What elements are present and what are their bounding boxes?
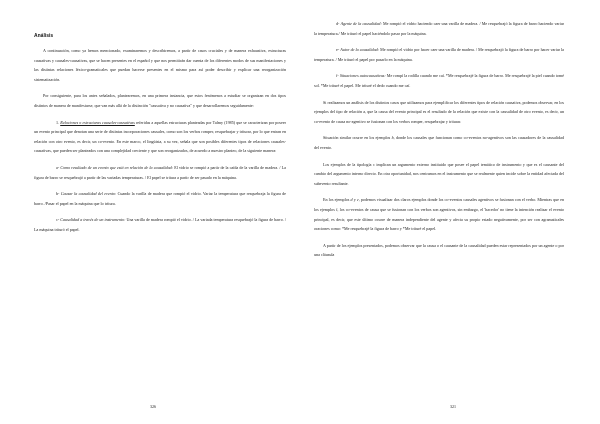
section-heading: Análisis [34, 33, 54, 39]
paragraph-conclusion: A partir de los ejemplos presentados, podemos observar que la causa o el causante de la causalidad pueden estar representados por un agente o por una cláusula [314, 242, 564, 258]
paragraph-analysis: Si realizamos un análisis de los distintos casos que utilizamos para ejemplificar los diferentes tipos de relación causativa, podemos observar, en los ejemplos del tipo de relación a, que la causa del evento principal es el resultado de la relación que existe con la causalidad de otro evento, es decir, un co-evento de causa no-agentivo se fusionan con los verbos romper, resquebrajar y triturar. [314, 99, 564, 124]
example-text: Me rompió el vidrio haciendo caer una varilla de madera. / Me resquebrajó la figura de barro haciendo variar la temperatura./ Me trituró el papel haciéndolo pasar por la máquina. [314, 21, 565, 36]
page-number: 321 [450, 404, 456, 409]
example-c [34, 215, 286, 234]
paragraph-similar [314, 133, 564, 152]
example-label: a- [56, 164, 60, 170]
paragraph-intro: A continuación, como ya hemos mencionado, examinaremos y describiremos, a partir de casos cruciales y de manera exhaustiva, estructuras causativas y causales-causativas, que se hacen presentes en el español y que nos permitirán dar cuenta de los diferentes modos de sus manifestaciones y las distintas relaciones léxico-gramaticales que puedan hacerse presentes en el mismo para así poder describir y explicar una reorganización sistematización. [34, 48, 286, 82]
example-ref: d [350, 197, 353, 203]
example-e [314, 45, 564, 64]
text-run: , podemos visualizar dos claros ejemplos donde los co-eventos causales agentivos se fusionan con el verbo. Mientras que en los ejemplos f, los co-eventos de causa que se fusionan con los verbos son agentivos, sin embargo, el 'hacedor' no tiene la intención realizar el evento principal, es decir, que este último ocurre de manera independiente del agente y afecta su propio estado negativamente, por ser con agramaticales oraciones como: *Me resquebrajé la figura de barro y *Me trituré el papel. [314, 197, 564, 232]
example-title: Autor de la causalidad: [340, 47, 380, 53]
example-title: Como resultado de un evento que está en relación de la causalidad: [60, 164, 174, 170]
right-page [300, 0, 600, 424]
example-ref: b [391, 135, 394, 141]
paragraph-types: Por consiguiente, para los antes señalados, plantearemos, en una primera instancia, que estos fenómenos a estudiar se organizan en dos tipos distintos de manera de manifestarse, que van más allá de la distinción "causativa y no causativa" y que desarrollaremos seguidamente: [34, 93, 286, 108]
example-title: Agente de la causalidad: [340, 21, 382, 26]
example-b [34, 189, 286, 208]
example-label: c- [56, 217, 60, 223]
example-text: El vidrio se rompió a partir de la caída de la varilla de madera. / La figura de barro se resquebrajó a partir de las variadas temperaturas. / El papel se tritura a partir de ser pasado en la máquina. [34, 164, 286, 180]
text-run: y [352, 197, 357, 203]
example-text: Me rompió el vidrio por hacer caer una varilla de madera. / Me resquebrajó la figura de barro por hacer variar la temperatura. / Me trituró el papel por pasarlo en la máquina. [314, 47, 564, 62]
page-number: 326 [150, 404, 156, 409]
example-f [314, 71, 564, 90]
example-label: b- [56, 191, 60, 197]
example-text: Cuando la varilla de madera que rompió el vidrio. Variar la temperatura que resquebraja la figura de barro. /Pasar el papel en la máquina que lo tritura. [34, 191, 286, 206]
example-label: f- [336, 73, 339, 79]
example-title: Causar la causalidad del evento: [60, 191, 117, 197]
term-title: Relaciones o estructuras causales-causativas [60, 119, 135, 125]
example-title: Causalidad a través de un instrumento: [60, 217, 126, 223]
paragraph-causal-structures [34, 118, 286, 156]
text-run: En los ejemplos [323, 197, 351, 203]
example-text: Una varilla de madera rompió el vidrio. / La variada temperatura resquebrajó la figura de barro. / La máquina trituró el papel. [34, 217, 286, 232]
example-ref: e [356, 197, 359, 203]
example-text: Me rompí la rodilla cuando me caí. *Me resquebrajé la figura de barro. Me resquebrajé la piel cuando tomé sol. *Me trituré el papel. Me trituré el dedo cuando me caí. [314, 73, 564, 88]
paragraph-instrument: Los ejemplos de la tipología c implican un argumento externo instituido que posee el papel temático de instrumento y que es el causante del cambio del argumento interno directo. En otra oportunidad, nos centramos en el instrumento que se realmente quien incide sobre la entidad afectada del subevento resultante. [314, 161, 564, 186]
example-label: d- [336, 21, 340, 26]
text-run: Situación similar ocurre en los ejemplos [323, 135, 392, 141]
example-title: Situaciones autocausativas: [339, 73, 386, 79]
example-label: e- [336, 47, 340, 53]
list-number: 1. [56, 119, 60, 125]
term-text: referidas a aquellas estructuras planteadas por Talmy (1985) que se caracterizan por poseer un evento principal que denotan una serie de distintas incorporaciones causales, como son los verbos romper, resquebrajar y triturar, por lo que entran en relación con otro evento, es decir, un co-evento. En este marco, el lingüista, a su vez, señala que son posibles diferentes tipos de relaciones causales-causativas, que pueden ser planteados con una complejidad creciente y que son reorganizados, de acuerdo a nuestro planteo, de la siguiente manera: [34, 119, 286, 154]
example-a [34, 163, 286, 182]
paragraph-agentive [314, 195, 564, 233]
example-d [314, 19, 564, 38]
text-run: , donde los causales que funcionan como co-eventos no-agentivos son las causadores de la causalidad del evento. [314, 135, 564, 150]
